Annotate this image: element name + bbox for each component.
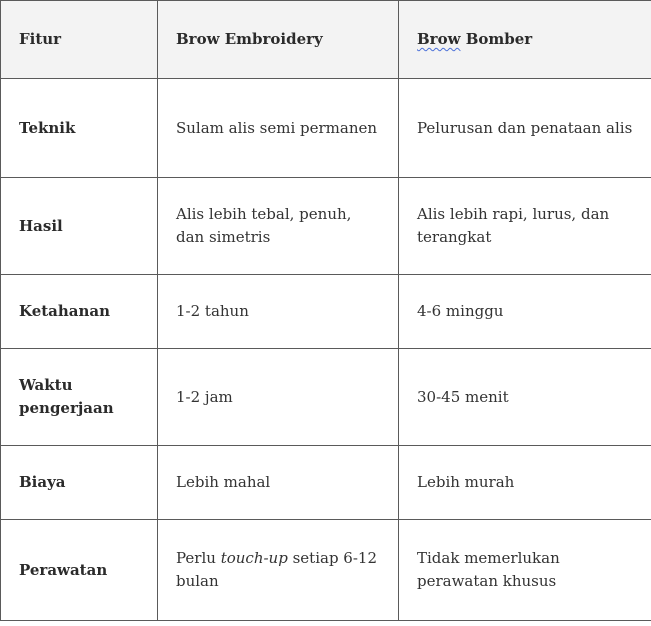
table-row: [1, 446, 651, 520]
row-label-waktu: Waktu pengerjaan: [1, 349, 158, 446]
row-label-ketahanan: Ketahanan: [1, 275, 158, 349]
header-feature: Fitur: [1, 1, 158, 79]
cell-bomber-teknik: Pelurusan dan penataan alis: [399, 79, 651, 178]
table-row: [1, 275, 651, 349]
cell-embroidery-hasil: Alis lebih tebal, penuh, dan simetris: [158, 178, 399, 275]
header-brow-bomber-rest: Bomber: [460, 30, 533, 48]
cell-bomber-waktu: 30-45 menit: [399, 349, 651, 446]
table-row: [1, 178, 651, 275]
perawatan-italic-term: touch-up: [220, 549, 288, 567]
cell-bomber-ketahanan: 4-6 minggu: [399, 275, 651, 349]
row-label-teknik: Teknik: [1, 79, 158, 178]
cell-embroidery-ketahanan: 1-2 tahun: [158, 275, 399, 349]
cell-embroidery-teknik: Sulam alis semi permanen: [158, 79, 399, 178]
table-row: [1, 349, 651, 446]
row-label-perawatan: Perawatan: [1, 520, 158, 621]
perawatan-prefix: Perlu: [176, 549, 221, 567]
row-label-biaya: Biaya: [1, 446, 158, 520]
cell-embroidery-perawatan: [158, 520, 399, 621]
table-header-row: [1, 1, 651, 79]
spellcheck-word[interactable]: Brow: [417, 30, 461, 48]
perawatan-suffix: setiap 6-12 bulan: [176, 549, 378, 590]
table-row: [1, 520, 651, 621]
cell-embroidery-biaya: Lebih mahal: [158, 446, 399, 520]
table-row: [1, 79, 651, 178]
header-brow-bomber: [399, 1, 651, 79]
cell-bomber-perawatan: Tidak memerlukan perawatan khusus: [399, 520, 651, 621]
cell-bomber-biaya: Lebih murah: [399, 446, 651, 520]
cell-bomber-hasil: Alis lebih rapi, lurus, dan terangkat: [399, 178, 651, 275]
row-label-hasil: Hasil: [1, 178, 158, 275]
header-brow-embroidery: Brow Embroidery: [158, 1, 399, 79]
cell-embroidery-waktu: 1-2 jam: [158, 349, 399, 446]
